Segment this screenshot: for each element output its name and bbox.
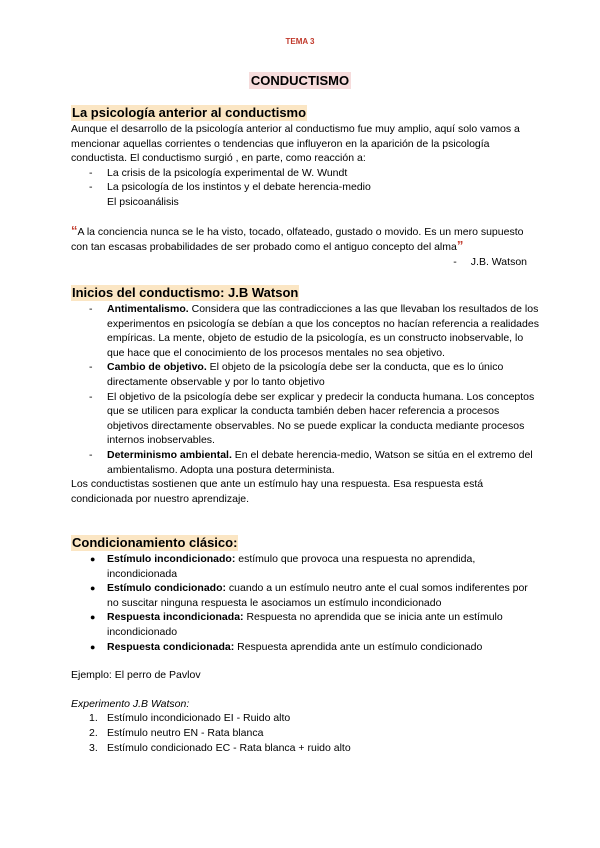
quote-text: A la conciencia nunca se le ha visto, tocado, olfateado, gustado o movido. Es un mero supuesto con tan escasas probabilidades de ser probado como el antiguo concepto del alma bbox=[71, 225, 524, 254]
dash-marker: - bbox=[89, 390, 93, 403]
example-line: Ejemplo: El perro de Pavlov bbox=[71, 669, 201, 682]
quote-attribution bbox=[71, 255, 541, 270]
dash-marker: - bbox=[453, 255, 457, 268]
intro-paragraph: Aunque el desarrollo de la psicología anterior al conductismo fue muy amplio, aquí solo vamos a mencionar aquellas corrientes o tendencias que influyeron en la aparición de la psicología conductista. El conductismo surgió , en parte, como reacción a: bbox=[71, 123, 520, 165]
dash-marker: - bbox=[89, 166, 93, 179]
experiment-title: Experimento J.B Watson: bbox=[71, 697, 190, 710]
dash-marker: - bbox=[89, 303, 93, 315]
page-title-text: CONDUCTISMO bbox=[250, 73, 350, 88]
list-item: - La psicología de los instintos y el debate herencia-medio bbox=[89, 181, 371, 194]
list-item: - Antimentalismo. Considera que las contradicciones a las que llevaban los resultados de los experimentos en psicología se debían a que los conceptos no hacían referencia a realidades empíricas. La mente, objeto de estudio de la psicología, es un constructo inobservable, lo que hace que el conocimiento de los procesos mentales no sea objetivo. bbox=[89, 303, 539, 359]
number-marker: 3. bbox=[89, 741, 98, 754]
list-item: - El objetivo de la psicología debe ser explicar y predecir la conducta humana. Los conceptos que se utilicen para explicar la conducta también deben hacer referencia a procesos objetivos directamente observables. No se puede explicar la conducta mediante procesos internos inobservables. bbox=[89, 390, 535, 447]
dash-marker: - bbox=[89, 361, 93, 374]
section-prior-psychology bbox=[71, 104, 541, 269]
section-classical-conditioning bbox=[71, 534, 541, 755]
list-item: ● Respuesta incondicionada: Respuesta no aprendida que se inicia ante un estímulo incondicionado bbox=[90, 611, 503, 638]
list-item: - La crisis de la psicología experimental de W. Wundt bbox=[89, 166, 348, 179]
dash-marker: - bbox=[89, 448, 93, 461]
bullet-icon: ● bbox=[90, 583, 96, 594]
watson-quote bbox=[71, 224, 541, 255]
quote-open-mark: “ bbox=[71, 222, 78, 238]
page-title bbox=[0, 72, 600, 90]
list-item: 2. Estímulo neutro EN - Rata blanca bbox=[89, 726, 264, 739]
topic-label: TEMA 3 bbox=[285, 37, 315, 46]
number-marker: 1. bbox=[89, 712, 98, 725]
bullet-icon: ● bbox=[90, 641, 96, 652]
quote-author: J.B. Watson bbox=[470, 255, 527, 268]
bullet-icon: ● bbox=[90, 554, 96, 564]
list-item: ● Estímulo condicionado: cuando a un estímulo neutro ante el cual somos indiferentes por no suscitar ninguna respuesta le asociamos un estímulo incondicionado bbox=[90, 582, 528, 609]
list-item: El psicoanálisis bbox=[107, 195, 179, 208]
bullet-icon: ● bbox=[90, 612, 96, 623]
section-watson-beginnings bbox=[71, 284, 541, 506]
list-item: ● Estímulo incondicionado: estímulo que provoca una respuesta no aprendida, incondicionada bbox=[90, 553, 476, 580]
quote-close-mark: ” bbox=[456, 238, 464, 254]
list-item: 1. Estímulo incondicionado EI - Ruido alto bbox=[89, 712, 291, 725]
section-heading: La psicología anterior al conductismo bbox=[72, 105, 307, 120]
section-heading: Inicios del conductismo: J.B Watson bbox=[72, 285, 299, 300]
list-item: - Determinismo ambiental. En el debate herencia-medio, Watson se sitúa en el extremo del ambientalismo. Adopta una postura determinista. bbox=[89, 448, 533, 476]
list-item: ● Respuesta condicionada: Respuesta aprendida ante un estímulo condicionado bbox=[90, 640, 483, 653]
dash-marker: - bbox=[89, 181, 93, 194]
section-heading: Condicionamiento clásico: bbox=[72, 535, 238, 550]
number-marker: 2. bbox=[89, 726, 98, 739]
outro-paragraph: Los conductistas sostienen que ante un estímulo hay una respuesta. Esa respuesta está condicionada por nuestro aprendizaje. bbox=[71, 478, 484, 505]
list-item: 3. Estímulo condicionado EC - Rata blanca + ruido alto bbox=[89, 741, 351, 754]
list-item: - Cambio de objetivo. El objeto de la psicología debe ser la conducta, que es lo único directamente observable y por lo tanto objetivo bbox=[89, 361, 504, 388]
